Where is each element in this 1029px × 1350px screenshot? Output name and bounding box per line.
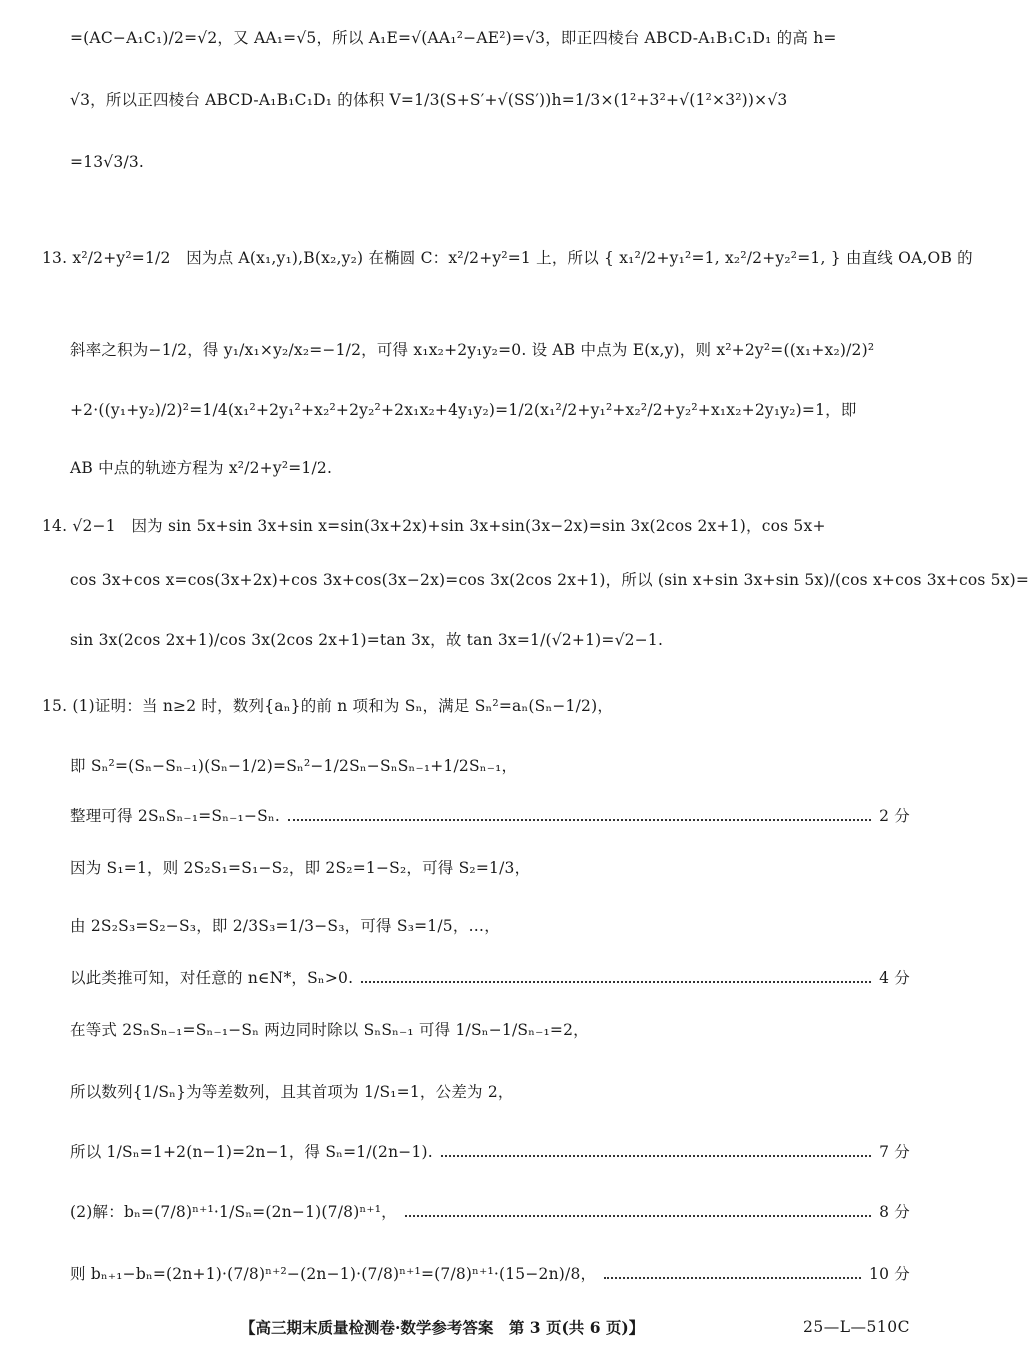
text-line: 由 2S₂S₃=S₂−S₃，即 2/3S₃=1/3−S₃，可得 S₃=1/5，…， [70, 917, 500, 935]
dot-leader [288, 817, 871, 821]
scored-line [70, 804, 910, 828]
dot-leader [361, 979, 871, 983]
problem-14-line: 14. √2−1 因为 sin 5x+sin 3x+sin x=sin(3x+2x)+sin 3x+sin(3x−2x)=sin 3x(2cos 2x+1)，cos 5x+ [42, 517, 826, 535]
page-footer [70, 1316, 910, 1338]
text-line: cos 3x+cos x=cos(3x+2x)+cos 3x+cos(3x−2x)=cos 3x(2cos 2x+1)，所以 (sin x+sin 3x+sin 5x)/(cos x+cos 3x+cos 5x)= [70, 571, 1029, 589]
step-text: 则 bₙ₊₁−bₙ=(2n+1)·(7/8)ⁿ⁺²−(2n−1)·(7/8)ⁿ⁺¹=(7/8)ⁿ⁺¹·(15−2n)/8， [70, 1265, 597, 1283]
step-text: 以此类推可知，对任意的 n∈N*，Sₙ>0. [70, 969, 354, 987]
text-line: =13√3/3. [70, 153, 145, 171]
dot-leader [405, 1213, 871, 1217]
text-line: √3，所以正四棱台 ABCD-A₁B₁C₁D₁ 的体积 V=1/3(S+S′+√(SS′))h=1/3×(1²+3²+√(1²×3²))×√3 [70, 91, 788, 109]
text-line: 因为 S₁=1，则 2S₂S₁=S₁−S₂，即 2S₂=1−S₂，可得 S₂=1/3， [70, 859, 531, 877]
text-line: +2·((y₁+y₂)/2)²=1/4(x₁²+2y₁²+x₂²+2y₂²+2x₁x₂+4y₁y₂)=1/2(x₁²/2+y₁²+x₂²/2+y₂²+x₁x₂+2y₁y₂)=1，即 [70, 401, 857, 419]
problem-13-line: 13. x²/2+y²=1/2 因为点 A(x₁,y₁),B(x₂,y₂) 在椭圆 C：x²/2+y²=1 上，所以 { x₁²/2+y₁²=1, x₂²/2+y₂²=1, } 由直线 OA,OB 的 [42, 249, 973, 267]
score-points: 2 分 [879, 807, 910, 825]
scored-line [70, 1140, 910, 1164]
footer-title: 【高三期末质量检测卷·数学参考答案 第 3 页(共 6 页)】 [240, 1318, 645, 1337]
dot-leader [604, 1275, 861, 1279]
problem-15-line: 15. (1)证明：当 n≥2 时，数列{aₙ}的前 n 项和为 Sₙ，满足 Sₙ²=aₙ(Sₙ−1/2)， [42, 697, 614, 715]
step-text: 所以 1/Sₙ=1+2(n−1)=2n−1，得 Sₙ=1/(2n−1). [70, 1143, 433, 1161]
scored-line [70, 1200, 910, 1224]
score-points: 7 分 [879, 1143, 910, 1161]
score-points: 8 分 [879, 1203, 910, 1221]
text-line: 所以数列{1/Sₙ}为等差数列，且其首项为 1/S₁=1，公差为 2， [70, 1083, 514, 1101]
score-points: 10 分 [869, 1265, 910, 1283]
scored-line [70, 1262, 910, 1286]
text-line: =(AC−A₁C₁)/2=√2，又 AA₁=√5，所以 A₁E=√(AA₁²−AE²)=√3，即正四棱台 ABCD-A₁B₁C₁D₁ 的高 h= [70, 29, 837, 47]
step-text: (2)解：bₙ=(7/8)ⁿ⁺¹·1/Sₙ=(2n−1)(7/8)ⁿ⁺¹， [70, 1203, 397, 1221]
text-line: AB 中点的轨迹方程为 x²/2+y²=1/2. [70, 459, 333, 477]
text-line: 在等式 2SₙSₙ₋₁=Sₙ₋₁−Sₙ 两边同时除以 SₙSₙ₋₁ 可得 1/Sₙ−1/Sₙ₋₁=2， [70, 1021, 589, 1039]
footer-code: 25—L—510C [803, 1318, 910, 1336]
text-line: 即 Sₙ²=(Sₙ−Sₙ₋₁)(Sₙ−1/2)=Sₙ²−1/2Sₙ−SₙSₙ₋₁+1/2Sₙ₋₁， [70, 757, 518, 775]
dot-leader [441, 1153, 871, 1157]
text-line: sin 3x(2cos 2x+1)/cos 3x(2cos 2x+1)=tan 3x，故 tan 3x=1/(√2+1)=√2−1. [70, 631, 664, 649]
score-points: 4 分 [879, 969, 910, 987]
scored-line [70, 966, 910, 990]
step-text: 整理可得 2SₙSₙ₋₁=Sₙ₋₁−Sₙ. [70, 807, 280, 825]
text-line: 斜率之积为−1/2，得 y₁/x₁×y₂/x₂=−1/2，可得 x₁x₂+2y₁y₂=0. 设 AB 中点为 E(x,y)，则 x²+2y²=((x₁+x₂)/2)² [70, 341, 875, 359]
